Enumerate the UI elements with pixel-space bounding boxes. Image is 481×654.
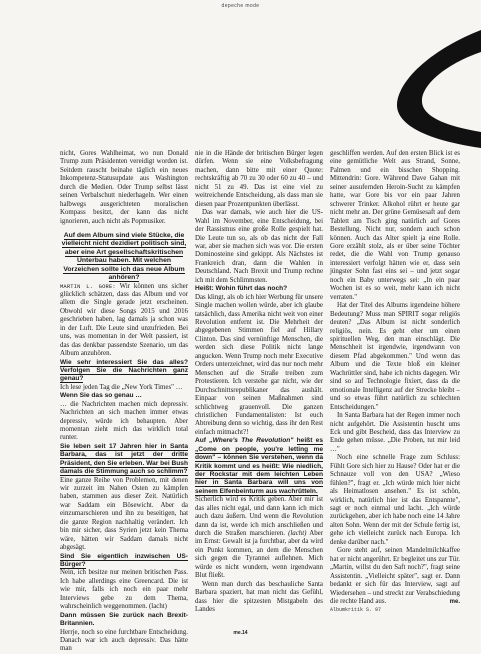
interview-question: Wie sehr interessiert Sie das alles? Verfolgen Sie die Nachrichten ganz genau? bbox=[60, 358, 188, 383]
paragraph: Hat der Titel des Albums irgendeine höhere Bedeutung? Muss man SPIRIT sogar religiös deuten? „Das Album ist nicht sonderlich religiös, nein. Es geht eher um einen spirituellen Weg, den man einschlägt. Die Menschheit ist irgendwie, irgendwann von diesem Pfad abgekommen." Und wenn das Album und die Texte bloß ein kleiner Wachrüttler sind, habe ich nichts dagegen. Wir sind so auf Technologie fixiert, dass da die emotionale Intelligenz auf der Strecke bleibt – und so etwas führt natürlich zu schlechten Entscheidungen." bbox=[330, 302, 460, 411]
interview-answer: Herrje, noch so eine furchtbare Entscheidung. Danach war ich auch depressiv. Das hätte man bbox=[60, 628, 188, 653]
interview-answer: Sicherlich wird es Kritik geben. Aber mir ist das alles nicht egal, und dann kann ich mich auch dazu äußern. Und wenn die Revolution dann da ist, werde ich mich anschließen und durch die Straßen marschieren. (lacht) Aber im Ernst: Gewalt ist ja furchtbar, aber da wird ein Punkt kommen, an dem die Menschen sich gegen die Tyrannei auflehnen. Mich würde es nicht wundern, wenn irgendwann Blut fließt. bbox=[195, 496, 324, 580]
article-column-1 bbox=[60, 150, 189, 653]
interview-question: Auf „Where's The Revolution" heißt es „Come on people, you're letting me down" – können Sie verstehen, wenn da Kritik kommt und es heißt: Wie niedlich, der Rockstar mit dem leichten Leben hier in Santa Barbara will uns von seinem Elfenbeinturm aus wachrütteln. bbox=[195, 437, 323, 495]
interview-question: Sie leben seit 17 Jahren hier in Santa Barbara, das ist jetzt der dritte Präsident, den Sie erleben. War bei Bush damals die Stimmung auch so schlimm? bbox=[60, 442, 189, 476]
running-header: depeche mode bbox=[221, 3, 260, 9]
interview-answer: … die Nachrichten machen mich depressiv. Nachrichten an sich machen immer etwas depressiv, würde ich behaupten. Aber momentan zieht mich das wirklich total runter. bbox=[60, 400, 188, 442]
interview-question: Sind Sie eigentlich inzwischen US-Bürger? bbox=[60, 552, 188, 569]
paragraph: Das war damals, wie auch hier die US-Wahl im November, eine Entscheidung, bei der Rassismus eine große Rolle gespielt hat. Die Leute tun so, als ob das nicht der Fall war, aber sie machen sich was vor. Die ersten Dominosteine sind gekippt. Als Nächstes ist Frankreich dran, dann die Wahlen in Deutschland. Nach Brexit und Trump rechne ich mit dem Schlimmsten. bbox=[195, 209, 323, 284]
paragraph: nicht, Gores Wahlheimat, wo nun Donald Trump zum Präsidenten vereidigt worden ist. Seitdem rauscht beinahe täglich ein neues Inkompetenz-Statusupdate aus Washington durch die Medien. Oder Trump selbst lässt seinen Verbalschutt niederhageln. Wer einen halbwegs ausgerichteten moralischen Kompass besitzt, der kann das nicht ignorieren, auch nicht als Popmusiker. bbox=[60, 150, 188, 225]
interview-question: Auf dem Album sind viele Stücke, die vielleicht nicht dezidiert politisch sind, aber eine Art gesellschaftskritischen Unterbau haben. Mit welchen Vorzeichen sollte ich das neue Album anhören? bbox=[61, 232, 187, 282]
paragraph: Noch eine schnelle Frage zum Schluss: Fühlt Gore sich hier zu Hause? Oder hat er die Schnauze voll von den USA? „Wieso fühlen?", fragt er. „Ich würde mich hier nicht als Heimatlosen ansehen." Es ist schön, wirklich, natürlich hier ist das Entspannte", sagt er noch einmal und lacht. „Ich würde zurückgehen, aber ich habe noch eine 14 Jahre alten Sohn. Wenn der mit der Schule fertig ist, gehe ich vielleicht zurück nach Europa. Ich denke darüber nach." bbox=[330, 454, 460, 546]
end-signature: me. bbox=[449, 599, 460, 606]
article-column-2 bbox=[195, 150, 323, 620]
interview-question: Dann müssen Sie zurück nach Brexit-Britannien. bbox=[60, 611, 188, 628]
interview-question: Heißt: Wohin führt das noch? bbox=[195, 285, 288, 293]
paragraph: nie in die Hände der britischen Bürger legen dürfen. Wenn sie eine Volksbefragung machen, dann bitte mit einer Quote: rechtskräftig ab 70 zu 30 oder 60 zu 40 – und nicht 51 zu 49. Das ist eine viel zu weitreichende Entscheidung, als dass man sie diesen paar Prozentpunkten überlässt. bbox=[195, 150, 323, 208]
swoosh-graphic-icon bbox=[395, 30, 481, 148]
song-title: „Where's The Revolution" bbox=[209, 437, 294, 445]
interview-question: Wenn Sie das so genau … bbox=[60, 392, 142, 400]
interview-answer: Nein, ich besitze nur meinen britischen Pass. Ich habe allerdings eine Greencard. Die ist wie mir, falls ich noch ein paar mehr Interviews gebe zu dem Thema, wahrscheinlich weggenommen. (lacht) bbox=[60, 569, 188, 611]
article-column-3 bbox=[330, 150, 460, 620]
speaker-label: MARTIN L. GORE: bbox=[60, 283, 116, 290]
source-note: Albumkritik S. 97 bbox=[330, 607, 382, 614]
paragraph: Gore steht auf, seinen Mandelmilchkaffee hat er nicht angerührt. Er begleitet uns zur Tür. „Martin, willst du den Saft noch?", fragt seine Assistentin. „Vielleicht später", sagt er. Dann bedankt er sich für das Interview, sagt auf Wiedersehen – und streckt zur Verabschiedung die rechte Hand aus. me. bbox=[330, 547, 460, 606]
paragraph: In Santa Barbara hat der Regen immer noch nicht aufgehört. Die Assistentin huscht ums Eck und gibt Bescheid, dass das Interview zu Ende gehen müsse. „Die Proben, tut mir leid …" bbox=[330, 412, 460, 453]
paragraph: Wenn man durch das beschauliche Santa Barbara spaziert, hat man nicht das Gefühl, dass hier die spitzesten Mistgabeln des Landes bbox=[195, 580, 323, 614]
interview-answer: Eine ganze Reihe von Problemen, mit denen wir zurzeit im Nahen Osten zu kämpfen haben, stammen aus dieser Zeit. Natürlich war Saddam ein Bösewicht. Aber da einzumarschieren und ihn zu beseitigen, hat die ganze Region nachhaltig verändert. Ich bin mir sicher, dass Syrien jetzt kein Thema wäre, hätten wir Saddam damals nicht abgesägt. bbox=[60, 476, 188, 552]
interview-answer: Das klingt, als ob ich hier Werbung für unsere Single machen wollen würde, aber ich glaube tatsächlich, dass Amerika nicht weit von einer Revolution entfernt ist. Die Mehrheit der abgegebenen Stimmen fiel auf Hillary Clinton. Das sind vernünftige Menschen, die werden sich diese Politik nicht lange angucken. Wenn Trump noch mehr Executive Orders unterzeichnet, wird das nur noch mehr Menschen auf die Straße treiben zum Protestieren. Ich verstehe gar nicht, wie der Durchschnittsrepublikaner das aushält. Einpaar von seinen Maßnahmen sind schlichtweg grauenvoll. Die ganzen christlichen Fundamentalisten: Ist euch Abtreibung denn so wichtig, dass ihr den Rest einfach mitmacht?! bbox=[195, 293, 323, 436]
interview-answer: Ich lese jeden Tag die „New York Times" … bbox=[60, 383, 183, 391]
interview-answer: MARTIN L. GORE: Wir können uns sicher glücklich schätzen, dass das Album und vor allem die Single gerade jetzt erscheinen. Obwohl wir diese Songs 2015 und 2016 geschrieben haben, lag damals ja schon was in der Luft. Die Leute sind unzufrieden. Bei uns, was momentan in der Welt passiert, ist das das denkbar passendste Szenario, um das Album anzuhören. bbox=[60, 282, 188, 358]
paragraph: geschliffen werden. Auf den ersten Blick ist es eine gemütliche Welt aus Strand, Sonne, Palmen und ein bisschen Shopping. Mittendrin: Gore. Während Dave Gahan mit seiner ausufernden Heroin-Sucht zu kämpfen hatte, war Gore bis vor ein paar Jahren schwerer Trinker. Alkohol rührt er heute gar nicht mehr an. Der grüne Gemüsesaft auf dem Tablett am Tisch ging natürlich auf Gores Bestellung. Nicht nur, sondern auch schon können. Auch das Alter spielt ja eine Rolle. Gore erzählt stolz, als er über seine Töchter redet, die die Wahl von Trump genauso interessiert verfolgt hätten wie er, dass sein jüngster Sohn fast eins sei – und jetzt sogar noch ein Baby unterwegs sei: „In ein paar Wochen ist es so weit, mehr kann ich nicht verraten." bbox=[330, 150, 460, 301]
page-number: me.14 bbox=[233, 630, 248, 636]
